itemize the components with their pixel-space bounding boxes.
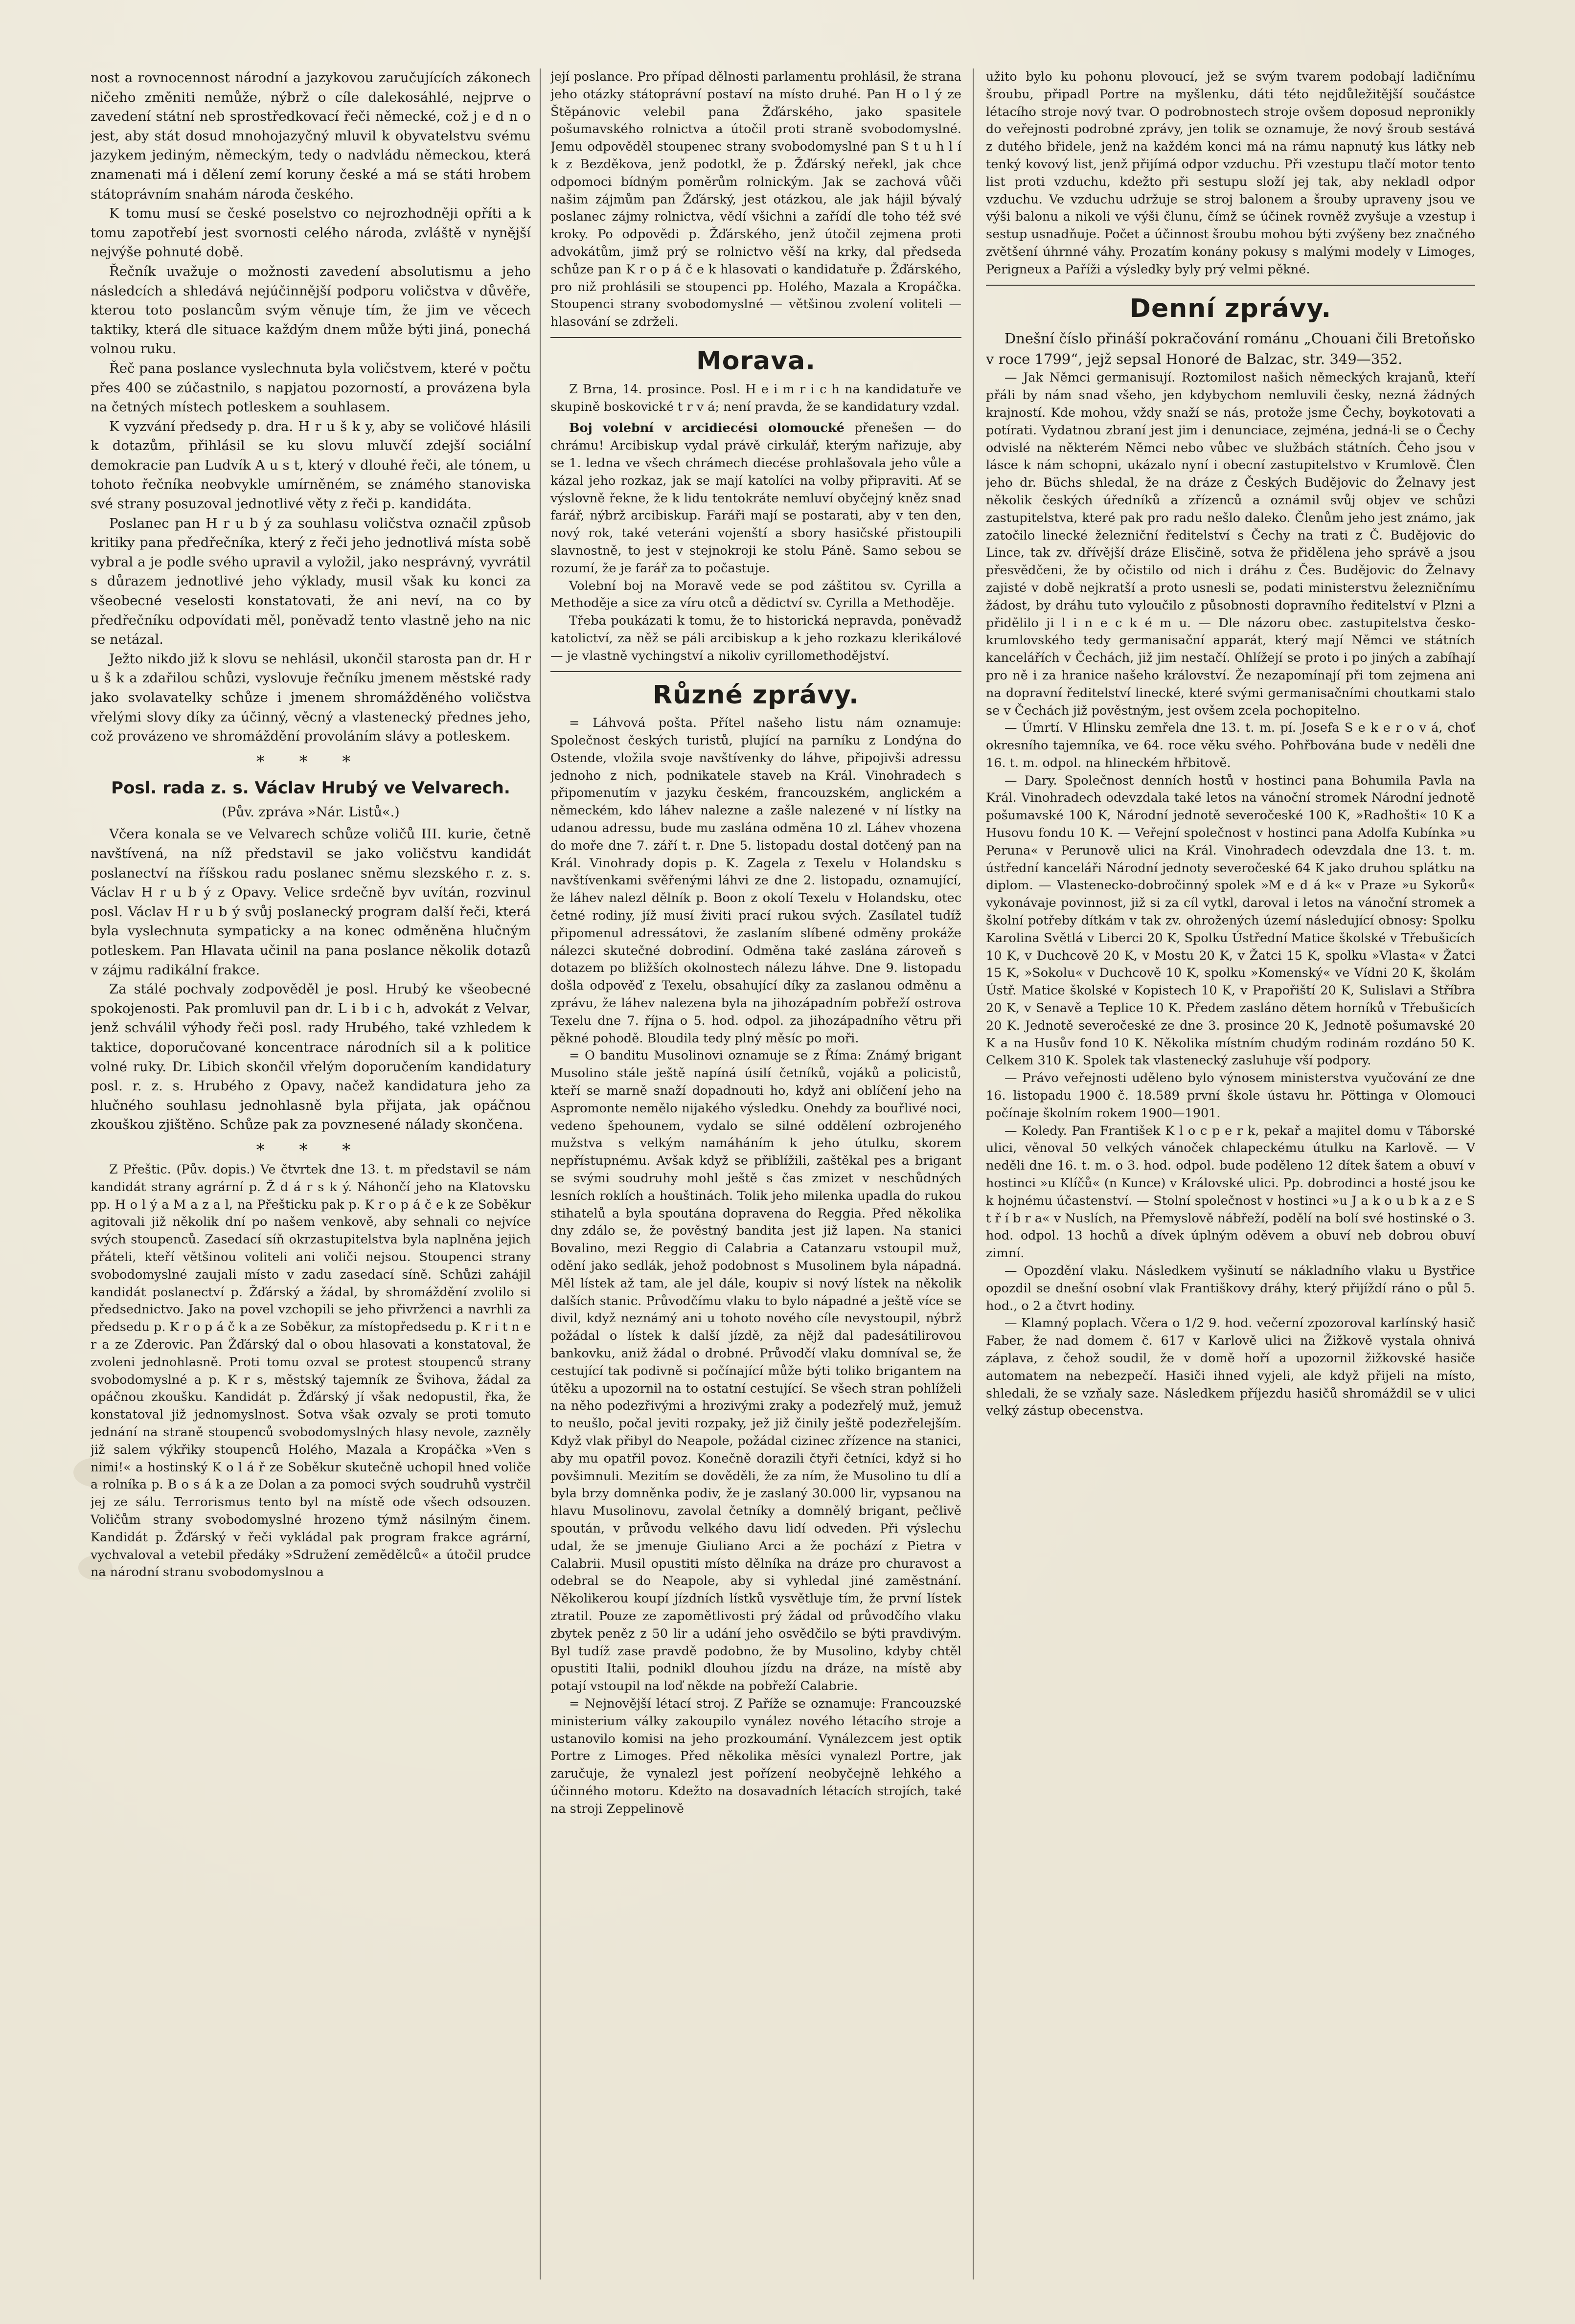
- paragraph: K tomu musí se české poselstvo co nejrozhodněji opříti a k tomu zapotřebí jest svornosti celého národa, zvláště v nynější nejvýše pohnuté době.: [91, 205, 531, 260]
- paragraph: = Láhvová pošta. Přítel našeho listu nám oznamuje: Společnost českých turistů, plující na parníku z Londýna do Ostende, vložila svoje navštívenky do láhve, připojivši adressu jednoho z nich, podnikatele staveb na Král. Vinohradech s připomenutím v jazyku českém, francouzském, anglickém a německém, kdo láhev nalezne a zašle nalezené v ní lístky na udanou adressu, bude mu zaslána odměna 10 zl. Láhev vhozena do moře dne 7. září t. r. Dne 5. listopadu dostal dotčený pan na Král. Vinohrady dopis p. K. Zagela z Texelu v Holandsku s navštívenkami svěřenými láhvi ze dne 2. listopadu, oznamující, že láhev nalezl dělník p. Boon z okolí Texelu v Holandsku, otec četné rodiny, jíž musí živiti prací rukou svých. Zasílatel tudíž připomenul adressátovi, že zaslaním slíbené odměny prokáže nálezci skutečné dobrodiní. Odměna také zaslána zároveň s dotazem po bližších okolnostech nálezu láhve. Dne 9. listopadu došla odpověď z Texelu, obsahující díky za zaslanou odměnu a zprávu, že láhev nalezena byla na jihozápadním pobřeží ostrova Texelu dne 7. října o 5. hod. odpol. za jihozápadního větru při pěkné pohodě. Bloudila tedy plný měsíc po moři.: [550, 716, 961, 1046]
- paragraph: [550, 420, 961, 577]
- paragraph: její poslance. Pro případ dělnosti parlamentu prohlásil, že strana jeho otázky státoprávní postaví na místo druhé. Pan H o l ý ze Štěpánovic velebil pana Žďárského, jako spasitele pošumavského rolnictva a útočil proti straně svobodomyslné. Jemu odpověděl stoupenec strany svobodomyslné pan S t u h l í k z Bezděkova, jenž podotkl, že p. Žďárský neřekl, jak chce odpomoci bídným poměrům rolnickým. Jak se zachová vůči našim zájmům pan Žďárský, jest otázkou, ale jak hájil bývalý poslanec zájmy rolnictva, vědí všichni a zařídí dle toho též své kroky. Po odpovědi p. Žďárského, jenž útočil zejmena proti advokátům, jimž prý se rolnictvo věší na krky, dal předseda schůze pan K r o p á č e k hlasovati o kandidatuře p. Žďárského, pro niž prohlásili se stoupenci pp. Holého, Mazala a Kropáčka. Stoupenci strany svobodomyslné — většinou zvolení voliteli — hlasování se zdrželi.: [550, 69, 961, 330]
- paragraph: Řečník uvažuje o možnosti zavedení absolutismu a jeho následcích a shledává nejúčinnější podporu voličstva v důvěře, kterou toto poslancům svým věnuje tím, že jim ve věcech taktiky, která dle situace každým dnem může býti jiná, ponechá volnou ruku.: [91, 263, 531, 357]
- section-rule: [986, 285, 1475, 286]
- paragraph: Z Brna, 14. prosince. Posl. H e i m r i c h na kandidatuře ve skupině boskovické t r v á; není pravda, že se kandidatury vzdal.: [550, 382, 961, 414]
- paragraph: Volební boj na Moravě vede se pod záštitou sv. Cyrilla a Methoděje a sice za víru otců a dědictví sv. Cyrilla a Methoděje.: [550, 578, 961, 611]
- lead-phrase: Boj volební v arcidiecési olomoucké: [569, 421, 845, 436]
- paragraph: — Koledy. Pan František K l o c p e r k, pekař a majitel domu v Táborské ulici, věnoval 50 velkých vánoček chlapeckému útulku na Karlově. — V neděli dne 16. t. m. o 3. hod. odpol. bude poděleno 12 dítek šatem a obuví v hostinci »u Klíčů« (n Kunce) v Královské ulici. Pp. dobrodinci a hosté jsou ke k hojnému účastenství. — Stolní společnost v hostinci »u J a k o u b k a z e S t ř í b r a« v Nuslích, na Přemyslově nábřeží, podělí na bolí své hostinské o 3. hod. odpol. 13 hochů a dívek úplným oděvem a obuví neb dobrou obuví zimní.: [986, 1123, 1475, 1261]
- paragraph: užito bylo ku pohonu plovoucí, jež se svým tvarem podobají ladičnímu šroubu, připadl Portre na myšlenku, dáti této nejdůležitější součástce létacího stroje nový tvar. O podrobnostech stroje ovšem doposud nepronikly do veřejnosti podrobné zprávy, jen tolik se oznamuje, že nový šroub sestává z dutého břidele, jenž na každém konci má na rámu napnutý kus látky neb tenký kovový list, jenž přijímá odpor vzduchu. Při vzestupu tlačí motor tento list proti vzduchu, kdežto při sestupu složí jej tak, aby nekladl odpor vzduchu. Ve vzduchu udržuje se stroj balonem a šrouby upraveny jsou ve výši balonu a nikoli ve výši člunu, čímž se účinek rovněž zvyšuje a vzestup i sestup usnadňuje. Počet a účinnost šroubu mohou býti zvýšeny bez značného zvětšení úhrnné váhy. Prozatím konány pokusy s malými modely v Limoges, Perigneux a Paříži a výsledky byly prý velmi pěkné.: [986, 69, 1475, 277]
- paragraph: = Nejnovější létací stroj. Z Paříže se oznamuje: Francouzské ministerium války zakoupilo vynález nového létacího stroje a ustanovilo komisi na jeho prozkoumání. Vynálezcem jest optik Portre z Limoges. Před několika měsíci vynalezl Portre, jak zaručuje, že vynalezl jest pořízení neobyčejně lehkého a účinného motoru. Kdežto na dosavadních létacích strojích, také na stroji Zeppelinově: [550, 1696, 961, 1816]
- paragraph: Včera konala se ve Velvarech schůze voličů III. kurie, četně navštívená, na níž představil se jako voličstvu kandidát poslanectví na říšskou radu poslanec sněmu slezského r. z. s. Václav H r u b ý z Opavy. Velice srdečně byv uvítán, rozvinul posl. Václav H r u b ý svůj poslanecký program další řeči, která byla vyslechnuta sympaticky a na konec odměněna hlučným potleskem. Pan Hlavata učinil na pana poslance několik dotazů v zájmu radikální frakce.: [91, 826, 531, 978]
- paragraph: = O banditu Musolinovi oznamuje se z Říma: Známý brigant Musolino stále ještě napíná úsilí četníků, vojáků a policistů, kteří se marně snaží dopadnouti ho, když ani oblíčení jeho na Aspromonte nemělo nijakého výsledku. Onehdy za bouřlivé noci, vedeno špehounem, vydalo se silné oddělení ozbrojeného mužstva s velkým namáháním k jeho útulku, skorem nepřístupnému. Avšak když se přiblížili, zaštěkal pes a brigant se svými soudruhy mohl ještě s čas zmizet v neschůdných lesních roklích a houštinách. Tolik jeho milenka upadla do rukou stihatelů a byla spoutána dopravena do Reggia. Před několika dny zdálo se, že pověstný bandita jest již lapen. Na stanici Bovalino, mezi Reggio di Calabria a Catanzaru vstoupil muž, odění jako sedlák, jehož podobnost s Musolinem byla nápadná. Měl lístek až tam, ale jel dále, koupiv si nový lístek na několik dalších stanic. Průvodčímu vlaku to bylo nápadné a ještě více se divil, když neznámý ani u tohoto nového cíle nevystoupil, nýbrž požádal o lístek k další jízdě, za nějž dal padesátilirovou bankovku, aniž žádal o drobné. Průvodčí vlaku domníval se, že cestující tak podivně si počínající může býti toliko brigantem na útěku a upozornil na to ostatní cestující. Se všech stran pohlíželi na něho podezřivými a hrozivými zraky a podezřelý muž, jemuž to neušlo, počal jeviti rozpaky, jež již činily ještě podezřelejším. Když vlak přibyl do Neapole, požádal cizinec zřízence na stanici, aby mu opatřil povoz. Konečně dorazili čtyři četníci, když si ho povšimnuli. Mezitím se dověděli, že za ním, že Musolino tu dlí a byla brzy domněnka podiv, že je zaslaný 30.000 lir, vypsanou na hlavu Musolinovu, zavolal četníky a domnělý brigant, pečlivě spoután, v průvodu velkého davu lidí odveden. Při výslechu udal, že se jmenuje Giuliano Arci a že pochází z Pietra v Calabrii. Musil opustiti místo dělníka na dráze pro churavost a odebral se do Neapole, aby si vyhledal jiné zaměstnání. Několikerou koupí jízdních lístků vysvětluje tím, že první lístek ztratil. Pouze ze zapomětlivosti prý žádal od průvodčího vlaku zbytek peněz z 50 lir a udání jeho osvědčilo se býti pravdivým. Byl tudíž zase pravdě podobno, že by Musolino, kdyby chtěl opustiti Italii, podnikl dlouhou jízdu na dráze, na místě aby potají vstoupil na loď někde na pobřeží Calabrie.: [550, 1048, 961, 1694]
- paragraph: nost a rovnocennost národní a jazykovou zaručujících zákonech ničeho změniti nemůže, nýbrž o cíle dalekosáhlé, nejprve o zavedení státní neb sprostředkovací řeči německé, což j e d n o jest, aby stát dosud mnohojazyčný mluvil k obyvatelstvu svému jazykem jediným, německým, tedy o nadvládu německou, která znamenati má i dělení zemí koruny české a má se státi hrobem státoprávním snahám národa českého.: [91, 70, 531, 202]
- column-1: [91, 68, 531, 2299]
- paragraph: — Jak Němci germanisují. Roztomilost našich německých krajanů, kteří přáli by nám snad všeho, jen kdybychom nemluvili česky, nezná žádných krajností. Kde mohou, vždy snaží se nás, protože jsme Čechy, boykotovati a potírati. Vydatnou zbraní jest jim i denunciace, zejména, jedná-li se o Čechy odvislé na některém Němci nebo vůbec ve službách státních. Čeho jsou v lásce k nám schopni, ukázalo nyní i obecní zastupitelstvo v Krumlově. Člen jeho dr. Büchs shledal, že na dráze z Českých Budějovic do Želnavy jest několik českých úředníků a zřízenců a oznámil svůj objev ve schůzi zastupitelstva, které pak pro radu nešlo daleko. Členům jeho jest známo, jak zatočilo linecké železniční ředitelství s Čechy na trati z Č. Budějovic do Lince, tak zv. dřívější dráze Elisčině, sotva že přidělena jeho správě a jsou přesvědčeni, že by očistilo od nich i dráhu z Čes. Budějovic do Želnavy zajisté v době nejkratší a proto usnesli se, podati ministerstvu železničnímu žádost, by dráhu tuto vyloučilo z působnosti dopravního ředitelství v Plzni a přidělilo ji l i n e c k é m u. — Dle názoru obec. zastupitelstva česko-krumlovského tedy germanisační apparát, který mají Němci ve státních kancelářích v Čechách, již jim nestačí. Ohlížejí se proto i po jiných a zabíhají pro ně i za hranice našeho království. Že nezapomínají při tom zejmena ani na dopravní ředitelství linecké, které svými germanisačními choutkami stalo se v Čechách již pověstným, jest ovšem zcela pochopitelno.: [986, 370, 1475, 718]
- article-heading: Posl. rada z. s. Václav Hrubý ve Velvarech.: [111, 778, 510, 798]
- column-rule: [540, 68, 541, 2279]
- column-2: [550, 68, 961, 2299]
- paragraph: Dnešní číslo přináší pokračování románu „Chouani čili Bretoňsko v roce 1799“, jejž sepsal Honoré de Balzac, str. 349—352.: [986, 330, 1475, 368]
- paragraph: K vyzvání předsedy p. dra. H r u š k y, aby se voličové hlásili k dotazům, přihlásil se ku slovu mluvčí zdejší sociální demokracie pan Ludvík A u s t, který v dlouhé řeči, ale tónem, u tohoto řečníka neobvykle umírněném, se známého stanoviska své strany posuzoval jednotlivé věty z řeči p. kandidáta.: [91, 418, 531, 512]
- paragraph: — Opozdění vlaku. Následkem vyšinutí se nákladního vlaku u Bystřice opozdil se dnešní osobní vlak Františkovy dráhy, který přijíždí ráno o půl 5. hod., o 2 a čtvrt hodiny.: [986, 1264, 1475, 1313]
- section-heading-morava: Morava.: [696, 346, 816, 376]
- paragraph: Za stálé pochvaly zodpověděl je posl. Hrubý ke všeobecné spokojenosti. Pak promluvil pan dr. L i b i c h, advokát z Velvar, jenž schválil výhody řeči posl. rady Hrubého, také vzhledem k taktice, doporučované koncentrace národních sil a k politice volné ruky. Dr. Libich skončil vřelým doporučením kandidatury posl. r. z. s. Hrubého z Opavy, načež kandidatura jeho za hlučného souhlasu jednohlasně byla přijata, jak opáčnou zkouškou zjištěno. Schůze pak za povznesené nálady skončena.: [91, 981, 531, 1133]
- section-rule: [550, 671, 961, 672]
- paragraph: — Úmrtí. V Hlinsku zemřela dne 13. t. m. pí. Josefa S e k e r o v á, choť okresního tajemníka, ve 64. roce věku svého. Pohřbována bude v neděli dne 16. t. m. odpol. na hlineckém hřbitově.: [986, 721, 1475, 770]
- section-stars: * * *: [256, 751, 365, 771]
- paragraph: Ježto nikdo již k slovu se nehlásil, ukončil starosta pan dr. H r u š k a zdařilou schůzi, vyslovuje řečníku jmenem městské rady jako svolavatelky schůze i jmenem shromážděného voličstva vřelými slovy díky za účinný, věcný a vlastenecký přednes jeho, což provázeno ve shromáždění provoláním slávy a potleskem.: [91, 651, 531, 745]
- paragraph: — Dary. Společnost denních hostů v hostinci pana Bohumila Pavla na Král. Vinohradech odevzdala také letos na vánoční stromek Národní jednotě pošumavské 100 K, Národní jednotě severočeské 100 K, »Radhošti« 10 K a Husovu fondu 10 K. — Veřejní společnost v hostinci pana Adolfa Kubínka »u Peruna« v Perunově ulici na Král. Vinohradech odevzdala dne 13. t. m. ústřední kanceláři Národní jednoty severočeské 64 K jako druhou splátku na diplom. — Vlastenecko-dobročinný spolek »M e d á k« v Praze »u Sykorů« vykonávaje povinnost, již si za cíl vytkl, daroval i letos na vánoční stromek a školní potřeby dítkám v tak zv. ohrožených území následující obnosy: Spolku Karolina Světlá v Liberci 20 K, Spolku Ústřední Matice školské v Třebušicích 10 K, v Duchcově 20 K, v Mostu 20 K, v Žatci 15 K, spolku »Vlasta« v Žatci 15 K, »Sokolu« v Duchcově 10 K, spolku »Komenský« ve Vídni 20 K, školám Ústř. Matice školské v Kopistech 10 K, v Prapořiští 20 K, Sulislavi a Stříbra 20 K, v Senavě a Teplice 10 K. Předem zasláno dětem horníků v Třebušicích 20 K. Jednotě severočeské ze dne 3. prosince 20 K, Jednotě pošumavské 20 K a na Husův fond 10 K. Několika místním chudým rodinám rozdáno 50 K. Celkem 310 K. Spolek tak vlastenecký zasluhuje vší podpory.: [986, 773, 1475, 1068]
- column-3: [986, 68, 1475, 2299]
- paragraph: Z Přeštic. (Pův. dopis.) Ve čtvrtek dne 13. t. m představil se nám kandidát strany agrární p. Ž d á r s k ý. Náhončí jeho na Klatovsku pp. H o l ý a M a z a l, na Přešticku pak p. K r o p á č e k ze Soběkur agitovali již několik dní po našem venkově, aby sehnali co nejvíce svých stoupenců. Zasedací síň okrzastupitelstva byla naplněna jejich přáteli, kteří většinou voliteli ani voliči nejsou. Stoupenci strany svobodomyslné zaujali místo v zadu zasedací síně. Schůzi zahájil kandidát poslanectví p. Žďárský a žádal, by shromáždění zvolilo si předsednictvo. Jako na povel vzchopili se jeho přivrženci a navrhli za předsedu p. K r o p á č k a ze Soběkur, za místopředsedu p. K r i t n e r a ze Zderovic. Pan Žďárský dal o obou hlasovati a konstatoval, že zvoleni jednohlasně. Proti tomu ozval se protest stoupenců strany svobodomyslné a p. K r s, městský tajemník ze Švihova, žádal za opáčnou zkoušku. Kandidát p. Žďárský jí však nedopustil, řka, že konstatoval již jednomyslnost. Sotva však ozvaly se proti tomuto jednání na straně stoupenců svobodomyslných hlasy nevole, zazněly již salem výkřiky stoupenců Holého, Mazala a Kropáčka »Ven s nimi!« a hostinský K o l á ř ze Soběkur skutečně uchopil hned voliče a rolníka p. B o s á k a ze Dolan a za pomoci svých soudruhů vystrčil jej ze sálu. Terrorismus tento byl na místě ode všech odsouzen. Voličům strany svobodomyslné hrozeno týmž násilným činem. Kandidát p. Žďárský v řeči vykládal pak program frakce agrární, vychvaloval a vetebil předáky »Sdružení zemědělců« a útočil prudce na národní stranu svobodomyslnou a: [91, 1162, 531, 1580]
- paragraph: — Právo veřejnosti uděleno bylo výnosem ministerstva vyučování ze dne 16. listopadu 1900 č. 18.589 první škole ústavu hr. Pöttinga v Olomouci počínaje školním rokem 1900—1901.: [986, 1071, 1475, 1121]
- section-heading-ruzne-zpravy: Různé zprávy.: [653, 680, 859, 710]
- article-source: (Pův. zpráva »Nár. Listů«.): [222, 804, 400, 820]
- paragraph: Poslanec pan H r u b ý za souhlasu voličstva označil způsob kritiky pana předřečníka, který z řeči jeho jednotlivá místa sobě vybral a je podle svého upravil a vyložil, jako nesprávný, vyvrátil s důrazem jednotlivé jeho výklady, musil však ku konci za všeobecné veselosti konstatovati, že ani neví, na co by předřečníku odpovídati měl, poněvadž tento vlastně jeho na nic se netázal.: [91, 515, 531, 648]
- paragraph-text: přenešen — do chrámu! Arcibiskup vydal právě cirkulář, kterým nařizuje, aby se 1. ledna ve všech chrámech diecése prohlašovala jeho vůle a kázal jeho rozkaz, jak se mají katolíci na volby připraviti. Ať se výslovně řekne, že k lidu tentokráte nemluví obyčejný kněz snad farář, nýbrž arcibiskup. Faráři mají se postarati, aby v ten den, nový rok, také veteráni vojenští a sbory hasičské přistoupili slavnostně, to jest v stejnokroji ke stolu Páně. Samo sebou se rozumí, že je farář za to počastuje.: [550, 421, 961, 576]
- paragraph: Řeč pana poslance vyslechnuta byla voličstvem, které v počtu přes 400 se zúčastnilo, s napjatou pozorností, a provázena byla na četných místech potleskem a souhlasem.: [91, 360, 531, 415]
- column-rule: [973, 68, 974, 2279]
- section-stars: * * *: [256, 1140, 365, 1160]
- section-rule: [550, 337, 961, 338]
- paragraph: — Klamný poplach. Včera o 1/2 9. hod. večerní zpozoroval karlínský hasič Faber, že nad domem č. 617 v Karlově ulici na Žižkově vystala ohnivá záplava, z čehož soudil, že v domě hoří a upozornil žižkovské hasiče automatem na nebezpečí. Hasiči ihned vyjeli, ale když přijeli na místo, shledali, že se vzňaly saze. Následkem příjezdu hasičů shromáždil se v ulici velký zástup obecenstva.: [986, 1316, 1475, 1419]
- paragraph: Třeba poukázati k tomu, že to historická nepravda, poněvadž katolictví, za něž se páli arcibiskup a k jeho rozkazu klerikálové — je vlastně vychingství a nikoliv cyrillomethodějství.: [550, 613, 961, 663]
- section-heading-denni-zpravy: Denní zprávy.: [1129, 293, 1332, 323]
